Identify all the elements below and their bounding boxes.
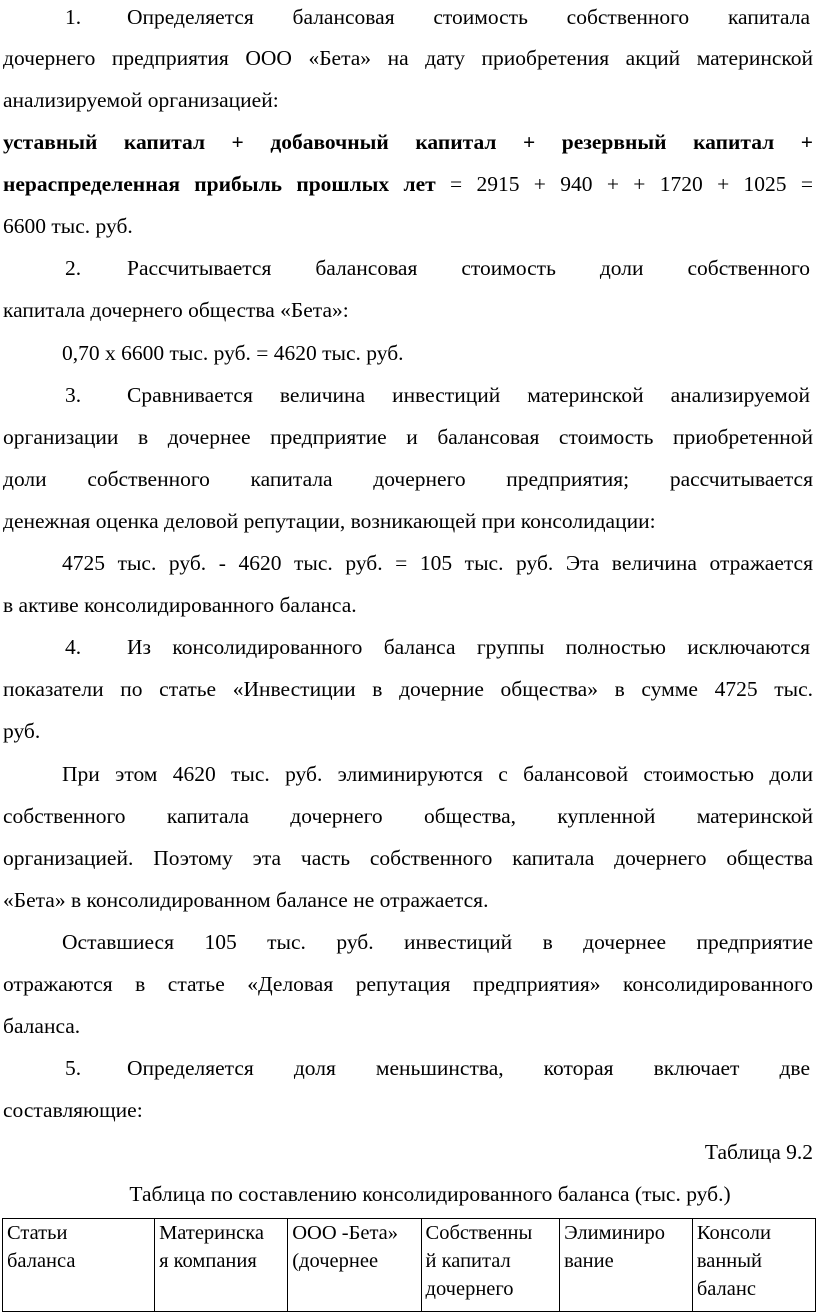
header-text: Статьи xyxy=(7,1222,68,1244)
list-number: 5. xyxy=(65,1056,82,1080)
paragraph-1-line-2: дочернего предприятия ООО «Бета» на дату приобретения акций материнской xyxy=(3,46,813,70)
paragraph-5-line-3: организацией. Поэтому эта часть собственного капитала дочернего общества xyxy=(3,846,813,870)
formula-bold-text: нераспределенная прибыль прошлых лет xyxy=(3,172,436,196)
header-cell-parent-company xyxy=(155,1219,288,1312)
paragraph-4-line-2: показатели по статье «Инвестиции в дочерние общества» в сумме 4725 тыс. xyxy=(3,677,813,701)
paragraph-5-line-4: «Бета» в консолидированном балансе не отражается. xyxy=(3,888,489,912)
paragraph-7-line-2: составляющие: xyxy=(3,1098,143,1122)
formula-line-2 xyxy=(3,169,813,199)
paragraph-3-line-2: организации в дочернее предприятие и балансовая стоимость приобретенной xyxy=(3,425,813,449)
paragraph-3-line-3: доли собственного капитала дочернего предприятия; рассчитывается xyxy=(3,467,813,491)
balance-table xyxy=(2,1218,816,1312)
header-cell-subsidiary xyxy=(288,1219,421,1312)
calculation-2-line-2: в активе консолидированного баланса. xyxy=(3,593,357,617)
paragraph-3-line-4: денежная оценка деловой репутации, возникающей при консолидации: xyxy=(3,509,656,533)
formula-line-1 xyxy=(3,127,813,157)
paragraph-2-line-2: капитала дочернего общества «Бета»: xyxy=(3,298,349,322)
paragraph-text: Определяется доля меньшинства, которая включает две xyxy=(127,1056,810,1080)
paragraph-4-line-3: руб. xyxy=(3,719,41,743)
header-text: баланс xyxy=(696,1278,756,1300)
header-text: вание xyxy=(564,1250,614,1272)
paragraph-1-line-3: анализируемой организацией: xyxy=(3,88,279,112)
header-text: й капитал xyxy=(425,1250,511,1272)
paragraph-4-line-1 xyxy=(3,632,813,662)
formula-bold-text: уставный капитал + добавочный капитал + резервный капитал + xyxy=(3,130,813,154)
paragraph-7-line-1 xyxy=(3,1053,813,1083)
header-text: баланса xyxy=(7,1250,76,1272)
paragraph-text: Рассчитывается балансовая стоимость доли собственного xyxy=(127,256,810,280)
table-label: Таблица 9.2 xyxy=(704,1140,813,1164)
list-number: 4. xyxy=(65,635,82,659)
paragraph-5-line-1: При этом 4620 тыс. руб. элиминируются с балансовой стоимостью доли xyxy=(62,762,813,786)
header-text: я компания xyxy=(159,1250,257,1272)
table-title: Таблица по составлению консолидированного баланса (тыс. руб.) xyxy=(129,1182,731,1206)
header-text: (дочернее xyxy=(292,1250,379,1272)
paragraph-6-line-2: отражаются в статье «Деловая репутация предприятия» консолидированного xyxy=(3,972,813,996)
header-text: дочернего xyxy=(425,1278,514,1300)
paragraph-1-line-1 xyxy=(3,2,813,32)
header-text: Консоли xyxy=(696,1222,771,1244)
header-text: ванный xyxy=(696,1250,763,1272)
header-text: Элиминиро xyxy=(564,1222,666,1244)
paragraph-5-line-2: собственного капитала дочернего общества, купленной материнской xyxy=(3,804,813,828)
paragraph-6-line-1: Оставшиеся 105 тыс. руб. инвестиций в дочернее предприятие xyxy=(62,930,813,954)
header-cell-consolidated xyxy=(692,1219,815,1312)
formula-line-3: 6600 тыс. руб. xyxy=(3,214,133,238)
header-text: Материнска xyxy=(159,1222,264,1244)
header-text: ООО -Бета» xyxy=(292,1222,399,1244)
paragraph-6-line-3: баланса. xyxy=(3,1014,81,1038)
formula-values: = 2915 + 940 + + 1720 + 1025 = xyxy=(435,172,813,196)
paragraph-3-line-1 xyxy=(3,380,813,410)
paragraph-text: Сравнивается величина инвестиций материнской анализируемой xyxy=(127,383,810,407)
list-number: 1. xyxy=(65,5,82,29)
paragraph-2-line-1 xyxy=(3,253,813,283)
header-cell-equity xyxy=(421,1219,560,1312)
paragraph-text: Определяется балансовая стоимость собственного капитала xyxy=(127,5,810,29)
table-header-row xyxy=(3,1219,816,1312)
header-cell-elimination xyxy=(560,1219,693,1312)
calculation-1: 0,70 х 6600 тыс. руб. = 4620 тыс. руб. xyxy=(62,341,404,365)
header-text: Собственны xyxy=(425,1222,533,1244)
calculation-2-line-1: 4725 тыс. руб. - 4620 тыс. руб. = 105 тыс. руб. Эта величина отражается xyxy=(62,551,813,575)
list-number: 2. xyxy=(65,256,82,280)
list-number: 3. xyxy=(65,383,82,407)
paragraph-text: Из консолидированного баланса группы полностью исключаются xyxy=(127,635,810,659)
header-cell-balance-items xyxy=(3,1219,155,1312)
